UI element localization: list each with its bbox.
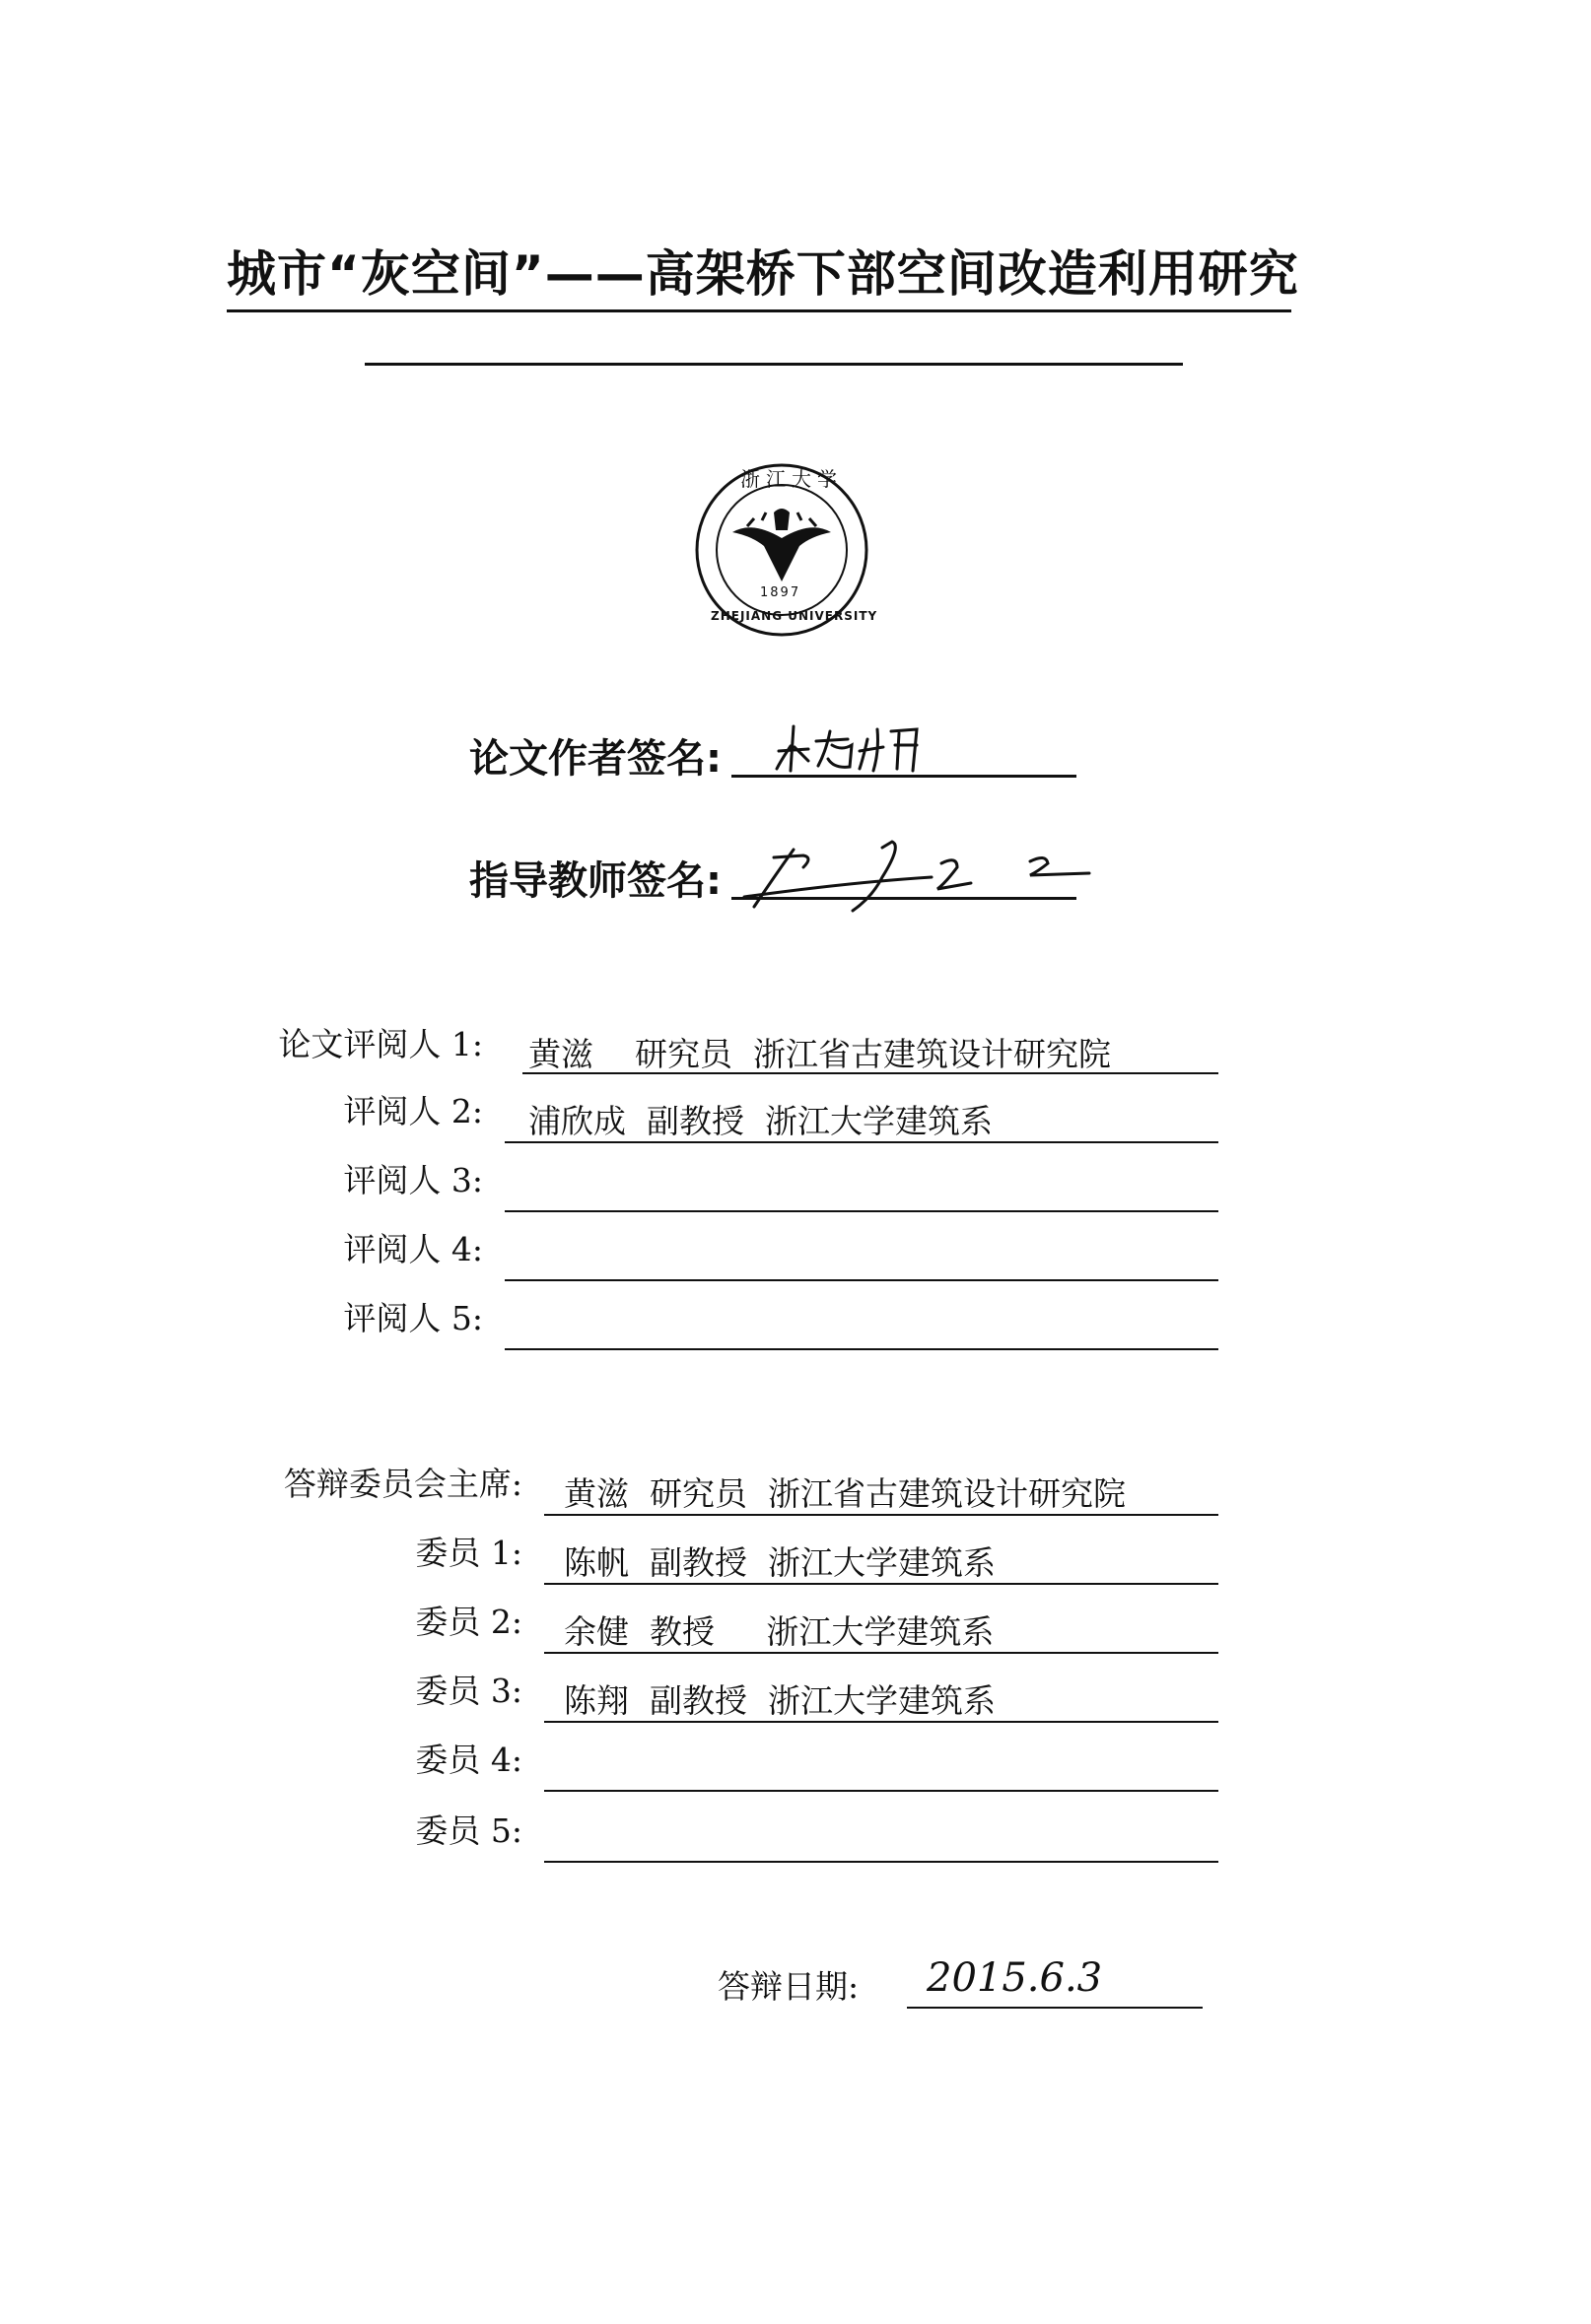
committee-4-line [544,1790,1218,1792]
reviewer-5-label: 评阅人 5: [343,1299,483,1337]
reviewer-4-line [505,1279,1218,1281]
reviewer-3-line [505,1210,1218,1212]
university-seal-icon [693,461,878,639]
committee-5-line [544,1861,1218,1863]
seal-year: 1897 [760,585,801,600]
reviewer-1-value: 黄滋 研究员 浙江省古建筑设计研究院 [528,1035,1111,1073]
reviewer-2-label: 评阅人 2: [343,1092,483,1130]
committee-2-value: 余健 教授 浙江大学建筑系 [564,1612,995,1651]
author-signature-label: 论文作者签名: [469,736,722,782]
reviewer-1-line [522,1072,1218,1074]
committee-3-line [544,1721,1218,1723]
reviewer-4-label: 评阅人 4: [343,1230,483,1268]
seal-bottom-text: ZHEJIANG UNIVERSITY [711,609,878,623]
committee-chair-value: 黄滋 研究员 浙江省古建筑设计研究院 [564,1474,1126,1513]
thesis-title: 城市“灰空间”——高架桥下部空间改造利用研究 [227,235,1291,312]
committee-1-label: 委员 1: [415,1534,522,1572]
committee-5-label: 委员 5: [415,1811,522,1850]
seal-top-text: 浙江大学 [740,467,843,491]
title-blank-line [365,363,1183,366]
defense-date-value: 2015.6.3 [927,1955,1103,2001]
committee-2-label: 委员 2: [415,1603,522,1641]
committee-3-value: 陈翔 副教授 浙江大学建筑系 [564,1681,996,1720]
defense-date-line [907,2007,1203,2009]
reviewer-2-line [505,1141,1218,1143]
reviewer-2-value: 浦欣成 副教授 浙江大学建筑系 [528,1102,993,1140]
committee-2-line [544,1652,1218,1654]
committee-4-label: 委员 4: [415,1741,522,1779]
committee-chair-label: 答辩委员会主席: [283,1465,522,1503]
committee-3-label: 委员 3: [415,1672,522,1710]
defense-date-label: 答辩日期: [718,1967,860,2006]
advisor-signature-handwriting [734,828,1109,917]
reviewer-1-label: 论文评阅人 1: [278,1025,483,1063]
reviewer-5-line [505,1348,1218,1350]
committee-chair-line [544,1514,1218,1516]
reviewer-3-label: 评阅人 3: [343,1161,483,1199]
committee-1-line [544,1583,1218,1585]
advisor-signature-label: 指导教师签名: [469,858,722,904]
committee-1-value: 陈帆 副教授 浙江大学建筑系 [564,1543,996,1582]
author-signature-handwriting [769,712,966,781]
